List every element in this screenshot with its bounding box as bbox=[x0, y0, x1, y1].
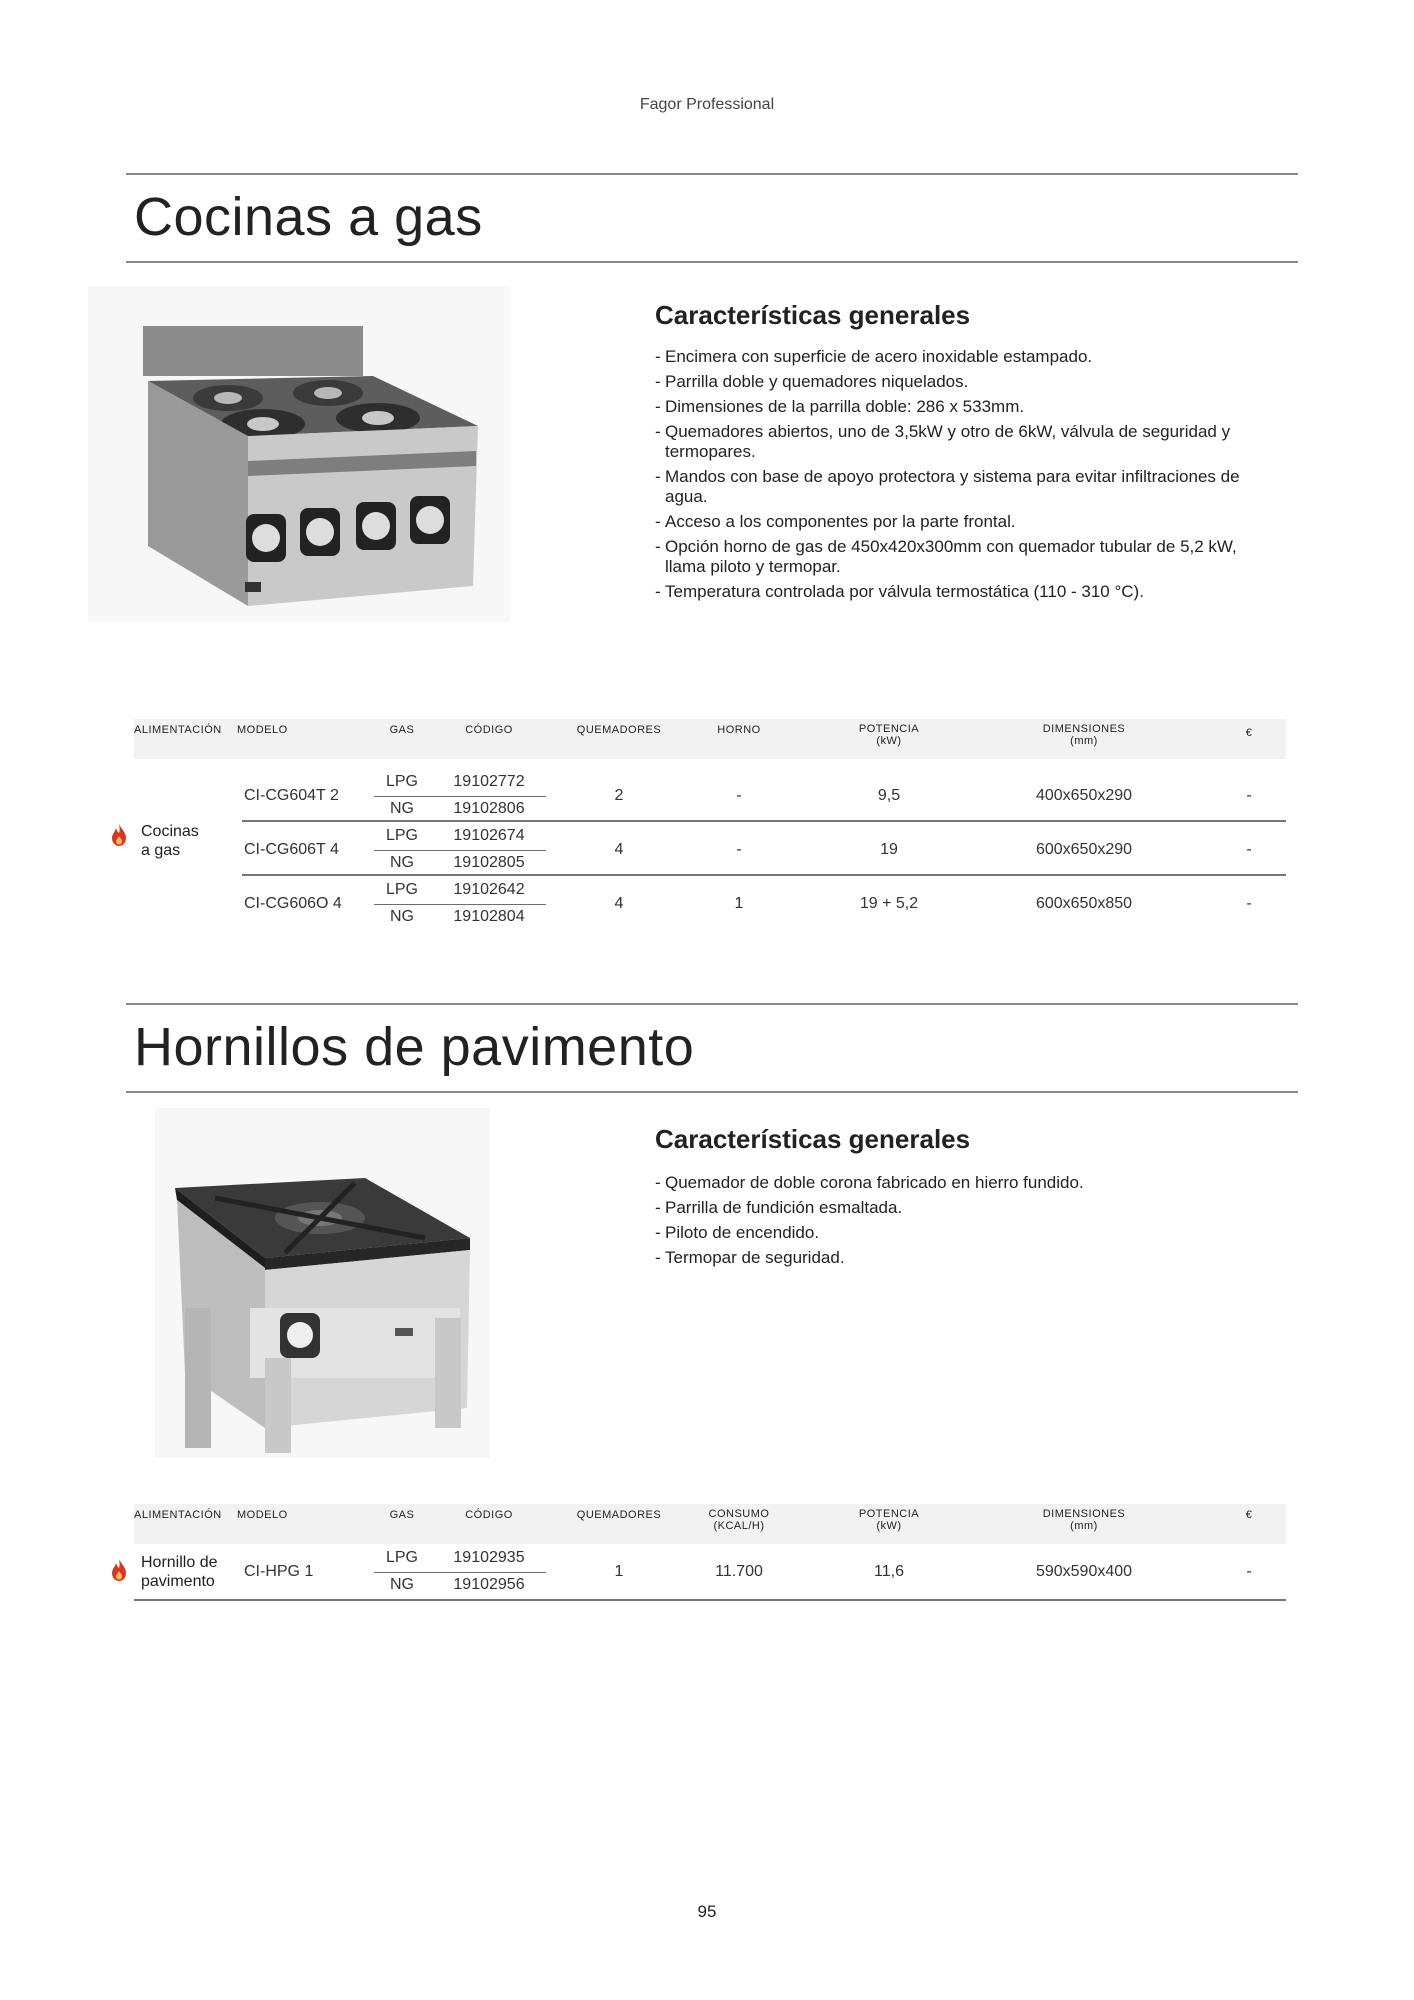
spec-table bbox=[134, 1504, 1286, 1604]
gas-divider bbox=[374, 850, 546, 851]
cell-quemadores: 2 bbox=[614, 787, 624, 804]
category-line: Hornillo de bbox=[141, 1554, 218, 1571]
cell-precio: - bbox=[1246, 841, 1252, 858]
cell-quemadores: 1 bbox=[614, 1563, 624, 1580]
section-bottom-rule bbox=[126, 1091, 1298, 1093]
cell-potencia: 9,5 bbox=[877, 787, 901, 804]
cell-horno: - bbox=[736, 841, 742, 858]
cell-codigo: 19102935 bbox=[453, 1549, 525, 1566]
cell-gas: NG bbox=[390, 908, 414, 925]
section-title: Cocinas a gas bbox=[134, 187, 483, 247]
header-potencia bbox=[834, 1508, 944, 1532]
cell-codigo: 19102804 bbox=[453, 908, 525, 925]
header-precio: € bbox=[1245, 1509, 1253, 1521]
header-gas: GAS bbox=[389, 1509, 415, 1521]
row-divider bbox=[242, 874, 1286, 876]
gas-divider bbox=[374, 796, 546, 797]
feature-item: - Acceso a los componentes por la parte frontal. bbox=[655, 512, 1275, 532]
row-divider bbox=[134, 1599, 1286, 1601]
header-potencia-unit: (kW) bbox=[876, 1520, 902, 1532]
header-precio: € bbox=[1245, 727, 1253, 739]
feature-item: - Parrilla de fundición esmaltada. bbox=[655, 1198, 1275, 1218]
cell-gas: NG bbox=[390, 1576, 414, 1593]
cell-dimensiones: 590x590x400 bbox=[1035, 1563, 1133, 1580]
header-dimensiones-unit: (mm) bbox=[1070, 1520, 1098, 1532]
features-list bbox=[655, 1173, 1275, 1273]
feature-item: - Quemadores abiertos, uno de 3,5kW y otro de 6kW, válvula de seguridad y termopares. bbox=[655, 422, 1275, 462]
header-codigo: CÓDIGO bbox=[465, 1509, 513, 1521]
cell-gas: LPG bbox=[385, 827, 418, 844]
cell-dimensiones: 400x650x290 bbox=[1035, 787, 1133, 804]
category-label bbox=[141, 1553, 217, 1591]
cell-horno: - bbox=[736, 787, 742, 804]
cell-precio: - bbox=[1246, 787, 1252, 804]
cell-potencia: 19 bbox=[880, 841, 898, 858]
cell-gas: LPG bbox=[385, 881, 418, 898]
section-title: Hornillos de pavimento bbox=[134, 1017, 695, 1077]
header-dimensiones-unit: (mm) bbox=[1070, 735, 1098, 747]
cell-gas: NG bbox=[390, 800, 414, 817]
cell-horno: 1 bbox=[734, 895, 744, 912]
cell-codigo: 19102806 bbox=[453, 800, 525, 817]
cell-dimensiones: 600x650x290 bbox=[1035, 841, 1133, 858]
header-dimensiones-label: DIMENSIONES bbox=[1042, 1508, 1126, 1520]
section-bottom-rule bbox=[126, 261, 1298, 263]
cell-precio: - bbox=[1246, 1563, 1252, 1580]
spec-table bbox=[134, 719, 1286, 924]
header-codigo: CÓDIGO bbox=[465, 724, 513, 736]
features-title: Características generales bbox=[655, 300, 971, 330]
cell-codigo: 19102674 bbox=[453, 827, 525, 844]
header-dimensiones bbox=[1014, 1508, 1154, 1532]
features-title: Características generales bbox=[655, 1124, 971, 1154]
cell-codigo: 19102772 bbox=[453, 773, 525, 790]
header-potencia bbox=[834, 723, 944, 747]
feature-item: - Mandos con base de apoyo protectora y sistema para evitar infiltraciones de agua. bbox=[655, 467, 1275, 507]
cell-codigo: 19102805 bbox=[453, 854, 525, 871]
table-header bbox=[134, 719, 1286, 759]
cell-codigo: 19102956 bbox=[453, 1576, 525, 1593]
cell-quemadores: 4 bbox=[614, 841, 624, 858]
header-consumo bbox=[684, 1508, 794, 1532]
cell-dimensiones: 600x650x850 bbox=[1035, 895, 1133, 912]
cell-gas: NG bbox=[390, 854, 414, 871]
feature-item: - Parrilla doble y quemadores niquelados. bbox=[655, 372, 1275, 392]
cell-modelo: CI-CG606T 4 bbox=[244, 841, 339, 858]
header-gas: GAS bbox=[389, 724, 415, 736]
category-line: Cocinas bbox=[141, 823, 199, 840]
features-list bbox=[655, 347, 1275, 607]
cell-modelo: CI-CG604T 2 bbox=[244, 787, 339, 804]
page-number: 95 bbox=[697, 1902, 717, 1921]
section-top-rule bbox=[126, 173, 1298, 175]
gas-divider bbox=[374, 1572, 546, 1573]
cell-potencia: 19 + 5,2 bbox=[859, 895, 919, 912]
feature-item: - Opción horno de gas de 450x420x300mm con quemador tubular de 5,2 kW, llama piloto y termopar. bbox=[655, 537, 1275, 577]
header-dimensiones-label: DIMENSIONES bbox=[1042, 723, 1126, 735]
feature-item: - Temperatura controlada por válvula termostática (110 - 310 °C). bbox=[655, 582, 1275, 602]
feature-item: - Quemador de doble corona fabricado en hierro fundido. bbox=[655, 1173, 1275, 1193]
gas-divider bbox=[374, 904, 546, 905]
cell-gas: LPG bbox=[385, 773, 418, 790]
category-line: pavimento bbox=[141, 1573, 215, 1590]
cell-consumo: 11.700 bbox=[715, 1563, 763, 1580]
section-top-rule bbox=[126, 1003, 1298, 1005]
gas-range-photo bbox=[88, 286, 510, 622]
row-divider bbox=[242, 820, 1286, 822]
feature-item: - Piloto de encendido. bbox=[655, 1223, 1275, 1243]
header-potencia-unit: (kW) bbox=[876, 735, 902, 747]
header-consumo-unit: (KCAL/H) bbox=[713, 1520, 765, 1532]
flame-icon bbox=[111, 1559, 127, 1581]
cell-quemadores: 4 bbox=[614, 895, 624, 912]
header-modelo: MODELO bbox=[237, 1509, 288, 1521]
feature-item: - Encimera con superficie de acero inoxidable estampado. bbox=[655, 347, 1275, 367]
header-quemadores: QUEMADORES bbox=[576, 1509, 662, 1521]
feature-item: - Termopar de seguridad. bbox=[655, 1248, 1275, 1268]
flame-icon bbox=[111, 824, 127, 846]
category-label bbox=[141, 822, 199, 860]
header-modelo: MODELO bbox=[237, 724, 288, 736]
brand-header: Fagor Professional bbox=[639, 96, 775, 113]
header-consumo-label: CONSUMO bbox=[708, 1508, 770, 1520]
feature-item: - Dimensiones de la parrilla doble: 286 x 533mm. bbox=[655, 397, 1275, 417]
header-quemadores: QUEMADORES bbox=[576, 724, 662, 736]
header-potencia-label: POTENCIA bbox=[858, 1508, 920, 1520]
cell-potencia: 11,6 bbox=[874, 1563, 904, 1580]
header-dimensiones bbox=[1014, 723, 1154, 747]
header-potencia-label: POTENCIA bbox=[858, 723, 920, 735]
category-line: a gas bbox=[141, 842, 181, 859]
cell-modelo: CI-HPG 1 bbox=[244, 1563, 314, 1580]
header-horno: HORNO bbox=[717, 724, 761, 736]
header-alimentacion: ALIMENTACIÓN bbox=[134, 724, 222, 736]
cell-codigo: 19102642 bbox=[453, 881, 525, 898]
header-alimentacion: ALIMENTACIÓN bbox=[134, 1509, 222, 1521]
table-header bbox=[134, 1504, 1286, 1544]
cell-precio: - bbox=[1246, 895, 1252, 912]
floor-burner-photo bbox=[155, 1108, 490, 1458]
cell-gas: LPG bbox=[385, 1549, 418, 1566]
cell-modelo: CI-CG606O 4 bbox=[244, 895, 342, 912]
